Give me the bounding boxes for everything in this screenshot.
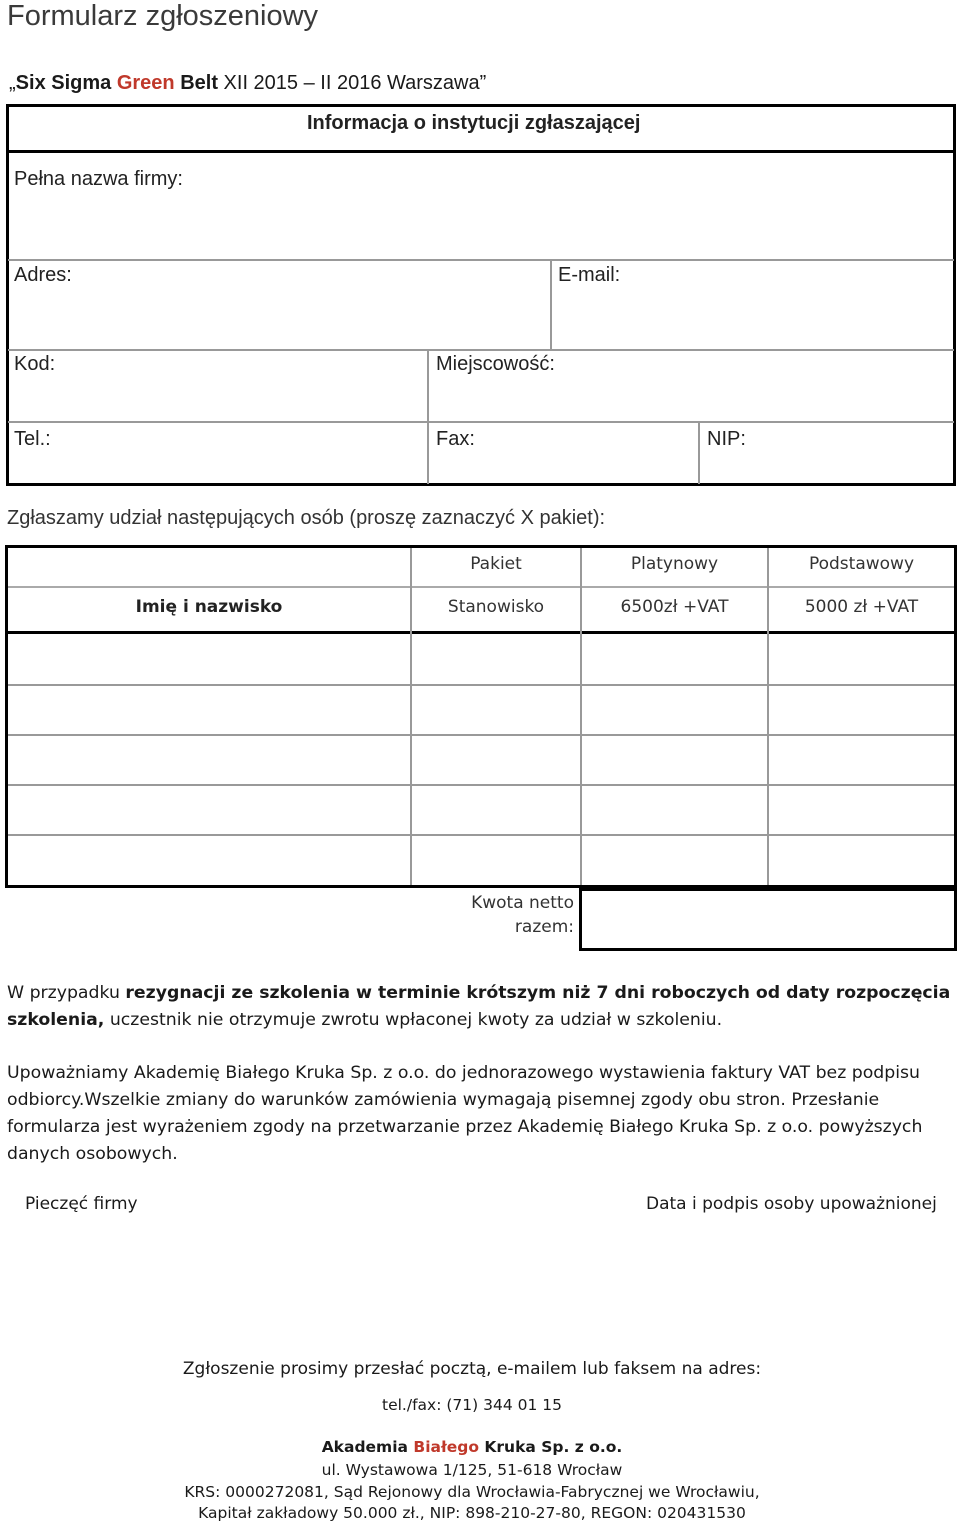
cancellation-terms — [7, 980, 952, 1034]
total-label-line2: razem: — [514, 917, 574, 937]
col-basic-header: Podstawowy — [808, 554, 915, 574]
participant-row[interactable] — [8, 736, 954, 784]
phone-field[interactable] — [9, 423, 426, 484]
address-label: Adres: — [14, 264, 72, 286]
col-package-header: Pakiet — [470, 554, 522, 574]
authorization-text: Upoważniamy Akademię Białego Kruka Sp. z o.o. do jednorazowego wystawienia faktury VAT bez podpisu odbiorcy.Wszelkie zmiany do warunków zamówienia wymagają pisemnej zgody obu stron. Przesłanie formularza jest wyrażeniem zgody na przetwarzanie przez Akademię Białego Kruka Sp. z o.o. powyższych danych osobowych. — [7, 1063, 923, 1164]
participants-intro: Zgłaszamy udział następujących osób (proszę zaznaczyć X pakiet): — [7, 507, 606, 529]
course-name-part3: Belt — [174, 72, 218, 94]
nip-label: NIP: — [707, 428, 746, 450]
page-title: Formularz zgłoszeniowy — [7, 0, 319, 32]
fax-label: Fax: — [436, 428, 475, 450]
price-basic: 5000 zł +VAT — [804, 597, 919, 617]
course-open-quote: „ — [9, 72, 16, 94]
city-label: Miejscowość: — [436, 353, 555, 375]
total-amount-field[interactable] — [579, 888, 957, 951]
zip-code-label: Kod: — [14, 353, 56, 375]
col-position-header: Stanowisko — [447, 597, 545, 617]
company-stamp-label: Pieczęć firmy — [25, 1194, 138, 1214]
course-title — [9, 72, 486, 95]
send-instructions: Zgłoszenie prosimy przesłać pocztą, e-mailem lub faksem na adres: — [182, 1359, 762, 1379]
terms-p1-start: W przypadku — [7, 983, 126, 1003]
email-label: E-mail: — [558, 264, 621, 286]
zip-code-field[interactable] — [9, 351, 426, 421]
course-close-quote: ” — [479, 72, 487, 94]
footer-street: ul. Wystawowa 1/125, 51-618 Wrocław — [321, 1461, 623, 1479]
footer-capital: Kapitał zakładowy 50.000 zł., NIP: 898-210-27-80, REGON: 020431530 — [198, 1504, 746, 1522]
course-dates: XII 2015 – II 2016 Warszawa — [217, 72, 480, 94]
authorized-signature-label: Data i podpis osoby upoważnionej — [646, 1194, 937, 1214]
company-name-label: Pełna nazwa firmy: — [14, 168, 183, 190]
company-name-b: Kruka Sp. z o.o. — [479, 1438, 623, 1456]
course-name-green: Green — [116, 72, 175, 94]
participant-row[interactable] — [8, 836, 954, 885]
price-platinum: 6500zł +VAT — [620, 597, 729, 617]
company-name-a: Akademia — [321, 1438, 414, 1456]
col-platinum-header: Platynowy — [630, 554, 719, 574]
address-field[interactable] — [9, 261, 549, 349]
course-name-part1: Six Sigma — [15, 72, 117, 94]
terms-p1-bold: rezygnacji ze szkolenia w terminie krótszym niż 7 dni roboczych od daty rozpoczęcia szkolenia, — [7, 983, 951, 1030]
participant-row[interactable] — [8, 634, 954, 684]
participant-row[interactable] — [8, 786, 954, 834]
footer-krs: KRS: 0000272081, Sąd Rejonowy dla Wrocławia-Fabrycznej we Wrocławiu, — [184, 1483, 760, 1501]
participant-row[interactable] — [8, 686, 954, 734]
phone-label: Tel.: — [14, 428, 51, 450]
footer-telfax: tel./fax: (71) 344 01 15 — [382, 1396, 562, 1414]
total-label-line1: Kwota netto — [471, 893, 574, 913]
terms-p1-end: uczestnik nie otrzymuje zwrotu wpłaconej kwoty za udział w szkoleniu. — [104, 1010, 723, 1030]
company-name-red: Białego — [413, 1438, 479, 1456]
footer-company-name — [0, 1438, 952, 1456]
institution-header: Informacja o instytucji zgłaszającej — [307, 112, 641, 134]
col-name-header: Imię i nazwisko — [135, 597, 283, 617]
